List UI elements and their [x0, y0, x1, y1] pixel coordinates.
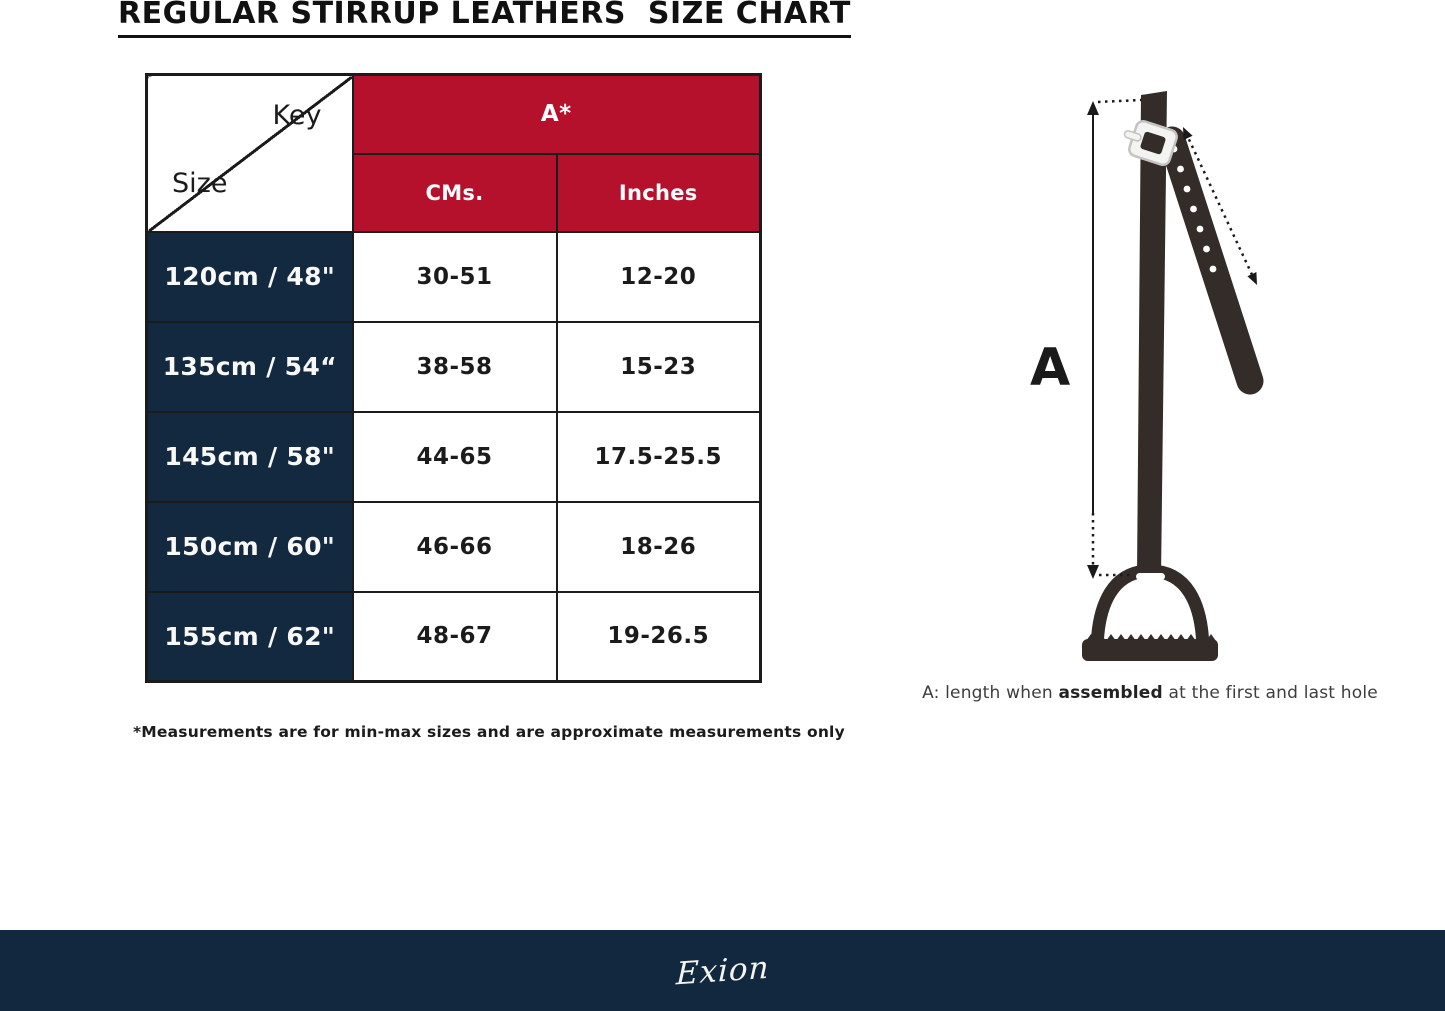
table-row — [147, 502, 761, 592]
group-header-a: A* — [353, 75, 761, 154]
inches-cell: 18-26 — [557, 502, 761, 592]
corner-header-cell — [147, 75, 353, 232]
table-row — [147, 412, 761, 502]
size-cell: 145cm / 58" — [147, 412, 353, 502]
corner-key-label: Key — [272, 100, 322, 131]
stirrup-leather-illustration — [1020, 85, 1300, 675]
caption-prefix: A: length when — [922, 683, 1059, 703]
size-cell: 135cm / 54“ — [147, 322, 353, 412]
caption-bold: assembled — [1058, 683, 1163, 703]
table-row — [147, 232, 761, 322]
adjustment-strap — [1172, 140, 1250, 381]
diagram-caption — [900, 683, 1400, 703]
cms-cell: 48-67 — [353, 592, 557, 682]
caption-suffix: at the first and last hole — [1162, 683, 1378, 703]
inches-cell: 19-26.5 — [557, 592, 761, 682]
table-row — [147, 592, 761, 682]
size-cell: 120cm / 48" — [147, 232, 353, 322]
stirrup-eye-slot — [1136, 573, 1165, 580]
cms-cell: 38-58 — [353, 322, 557, 412]
cms-cell: 46-66 — [353, 502, 557, 592]
col-header-cms: CMs. — [353, 154, 557, 232]
col-header-inches: Inches — [557, 154, 761, 232]
inches-cell: 15-23 — [557, 322, 761, 412]
footer-bar — [0, 930, 1445, 1011]
size-chart-table — [145, 73, 762, 683]
inches-cell: 17.5-25.5 — [557, 412, 761, 502]
brand-logo: Exion — [675, 949, 770, 992]
page-title: REGULAR STIRRUP LEATHERS SIZE CHART — [118, 0, 851, 38]
stirrup-leather-diagram — [1020, 85, 1300, 675]
table-row — [147, 322, 761, 412]
inches-cell: 12-20 — [557, 232, 761, 322]
dimension-a-label: A — [1030, 338, 1071, 398]
stirrup-iron — [1082, 571, 1218, 661]
corner-size-label: Size — [172, 167, 228, 199]
cms-cell: 30-51 — [353, 232, 557, 322]
measurements-footnote: *Measurements are for min-max sizes and are approximate measurements only — [133, 723, 845, 741]
size-cell: 150cm / 60" — [147, 502, 353, 592]
buckle-icon — [1119, 117, 1179, 167]
size-cell: 155cm / 62" — [147, 592, 353, 682]
cms-cell: 44-65 — [353, 412, 557, 502]
